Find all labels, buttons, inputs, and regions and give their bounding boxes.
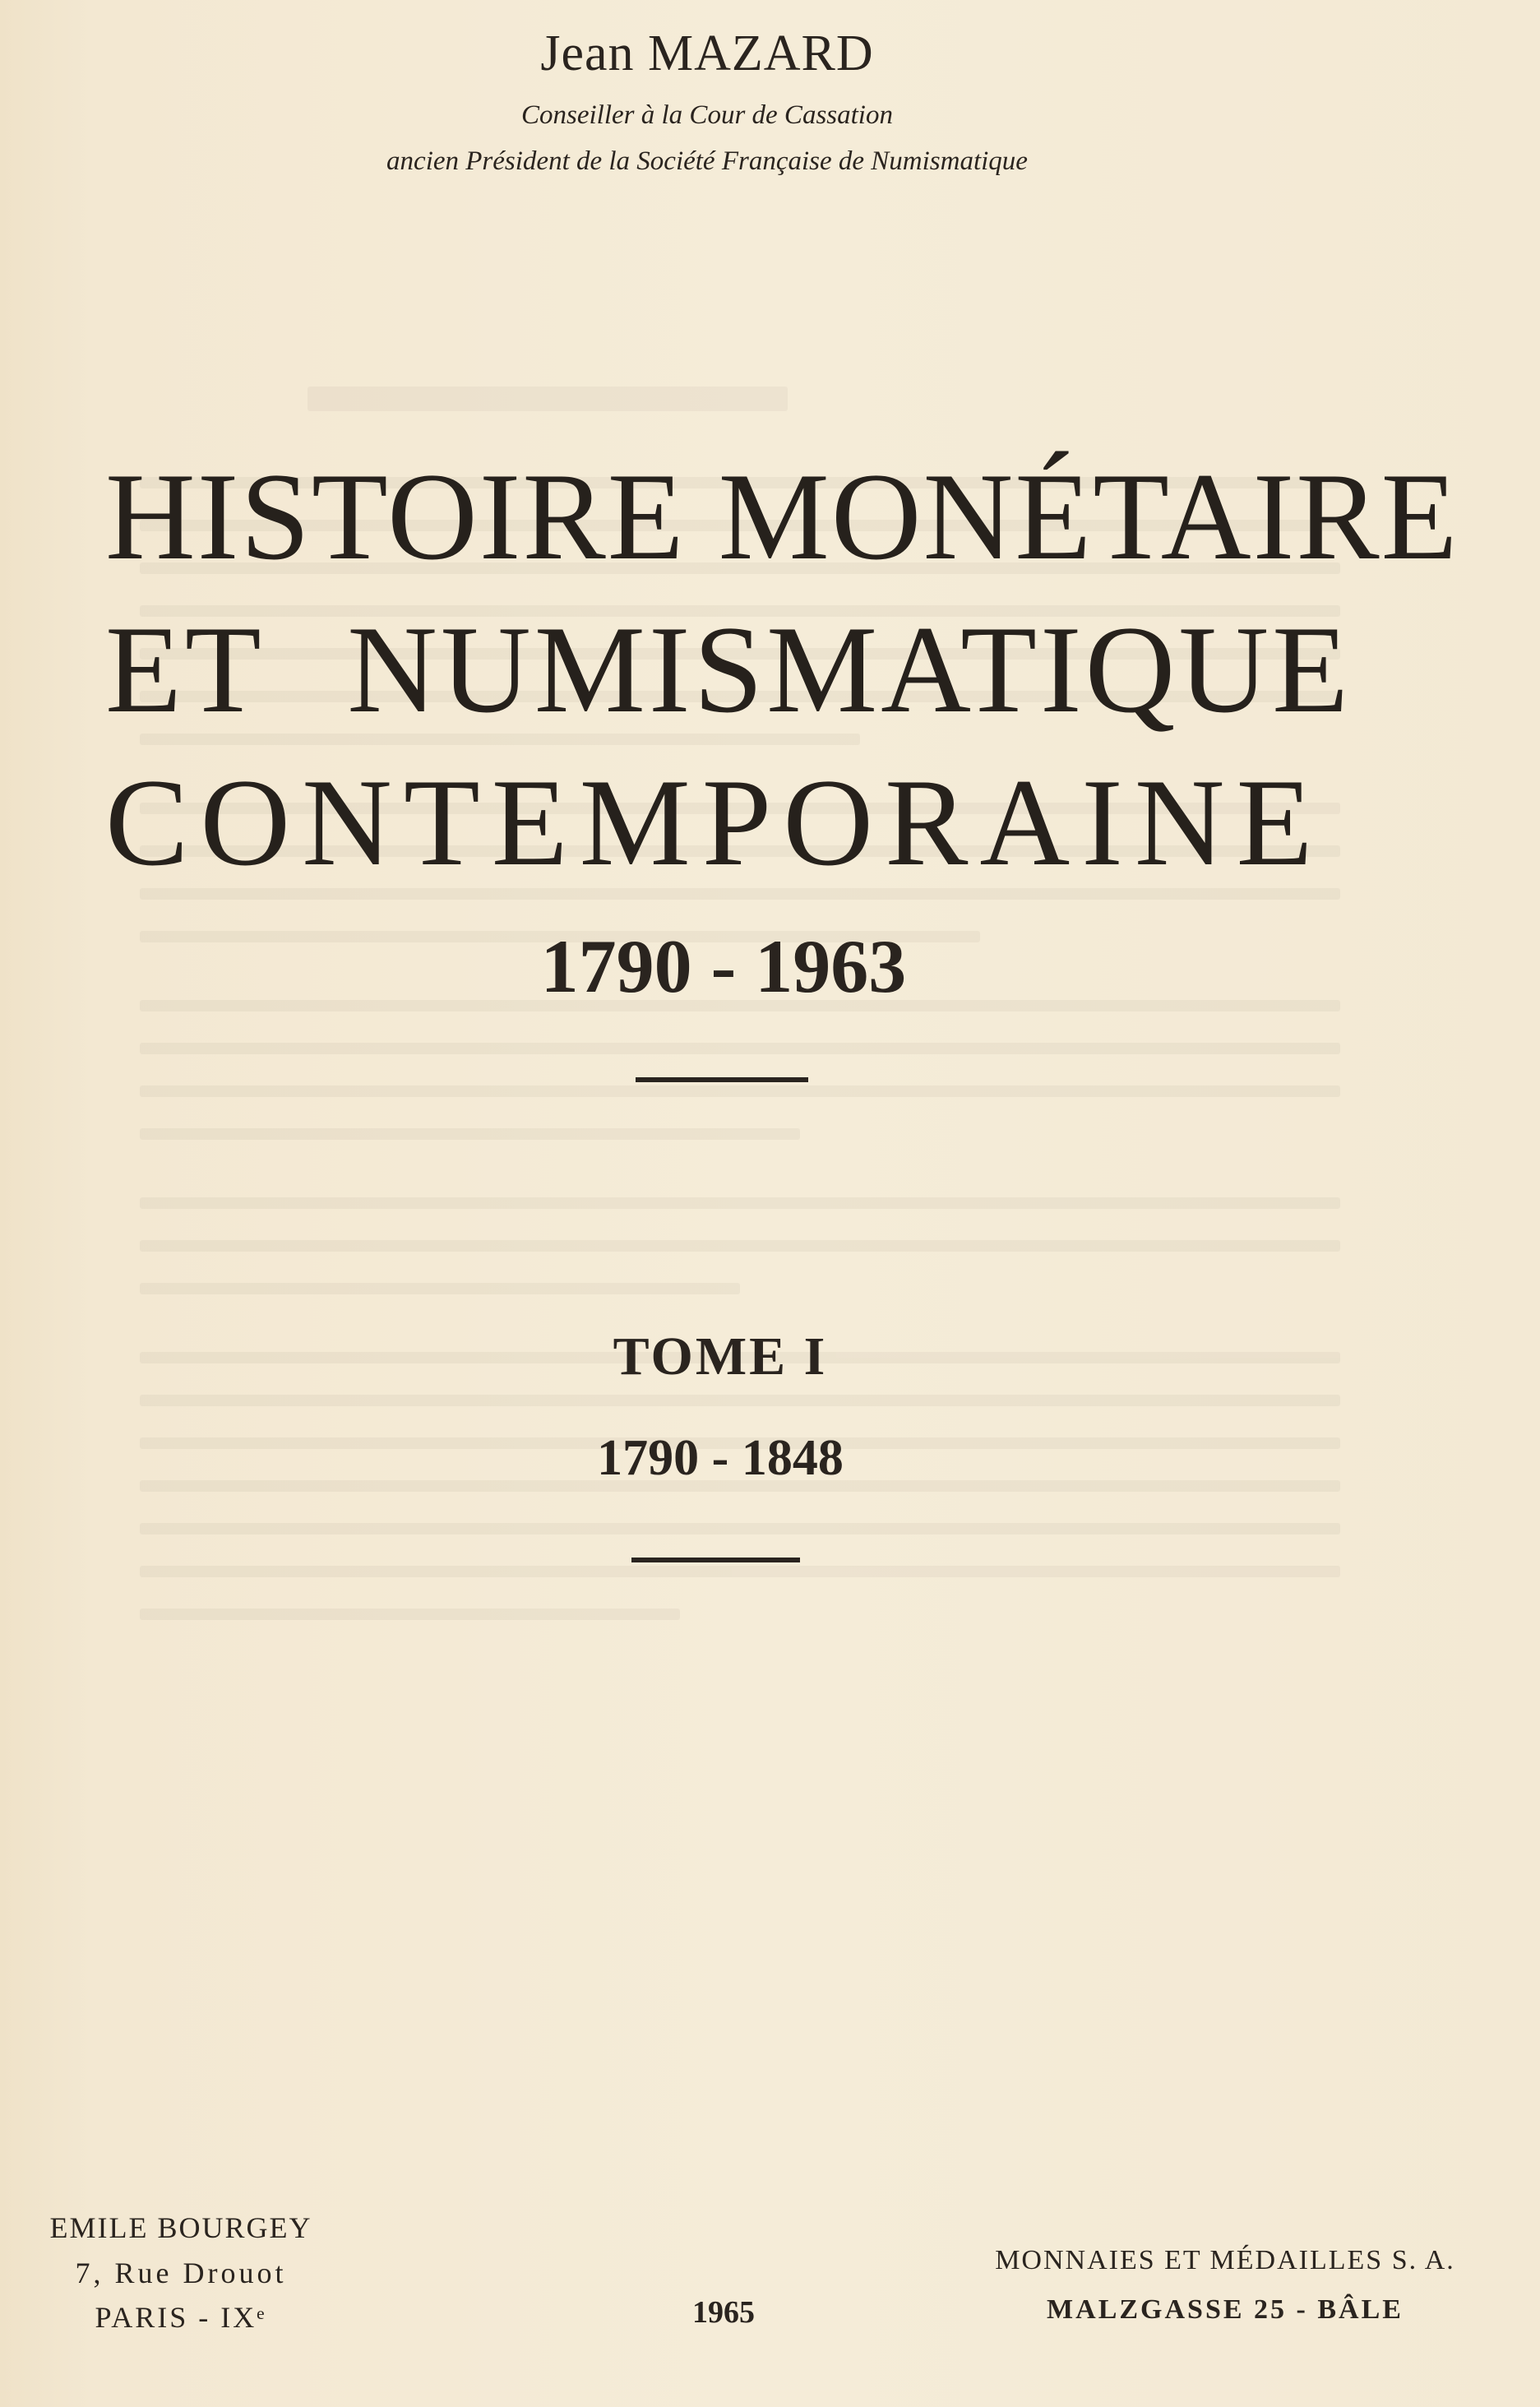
publisher-street: 7, Rue Drouot	[75, 2257, 287, 2289]
author-role: Conseiller à la Cour de Cassation	[521, 100, 893, 130]
title-line-2: ET NUMISMATIQUE	[105, 600, 1352, 738]
divider-rule	[636, 1077, 808, 1082]
title-line-3: CONTEMPORAINE	[105, 753, 1325, 891]
co-publisher-address: MALZGASSE 25 - BÂLE	[1047, 2294, 1404, 2325]
publication-year: 1965	[692, 2295, 755, 2330]
co-publisher-name: MONNAIES ET MÉDAILLES S. A.	[995, 2245, 1455, 2275]
volume-period: 1790 - 1848	[597, 1430, 844, 1486]
author-former-role: ancien Président de la Société Française de Numismatique	[386, 146, 1028, 176]
author-name: Jean MAZARD	[540, 25, 874, 81]
volume-label: TOME I	[613, 1326, 828, 1386]
main-period: 1790 - 1963	[540, 924, 907, 1008]
publisher-city: PARIS - IXᵉ	[95, 2301, 267, 2334]
publisher-name: EMILE BOURGEY	[49, 2211, 312, 2244]
divider-rule	[631, 1558, 800, 1562]
title-line-1: HISTOIRE MONÉTAIRE	[105, 447, 1459, 586]
